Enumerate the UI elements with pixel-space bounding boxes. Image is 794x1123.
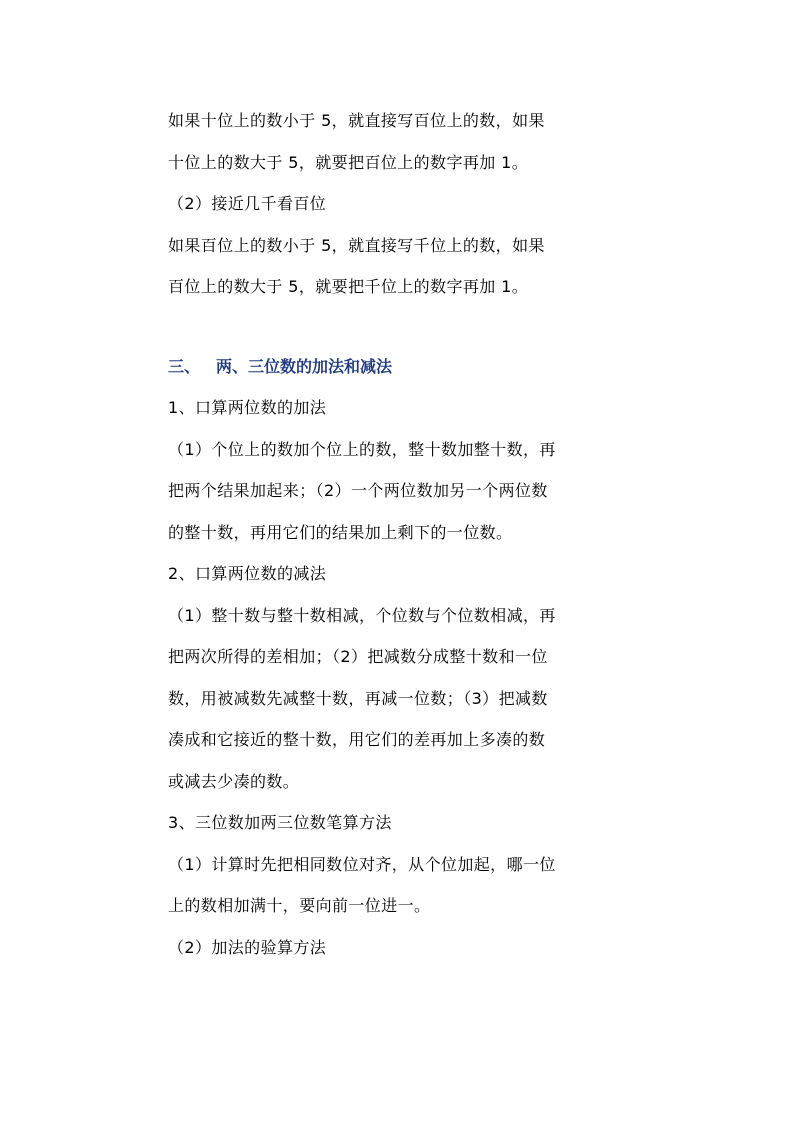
- section-number: 三、: [168, 356, 201, 376]
- sub-item-line: （2）接近几千看百位: [168, 194, 327, 213]
- paragraph-line: （1）整十数与整十数相减，个位数与个位数相减，再: [168, 605, 556, 625]
- section-title: 两、三位数的加法和减法: [216, 356, 393, 376]
- subsection-title: 2、口算两位数的减法: [168, 564, 327, 583]
- paragraph-line: 百位上的数大于 5，就要把千位上的数字再加 1。: [168, 277, 529, 296]
- paragraph-line: （1）计算时先把相同数位对齐，从个位加起，哪一位: [168, 854, 556, 874]
- sub-item-line: （2）加法的验算方法: [168, 937, 327, 957]
- section-spacer: [168, 308, 628, 346]
- paragraph-line: 凑成和它接近的整十数，用它们的差再加上多凑的数: [168, 730, 546, 749]
- section-heading: [168, 346, 628, 388]
- paragraph-line: 把两次所得的差相加；（2）把减数分成整十数和一位: [168, 647, 548, 666]
- paragraph-line: 数，用被减数先减整十数，再减一位数；（3）把减数: [168, 688, 548, 708]
- paragraph-line: （1）个位上的数加个位上的数，整十数加整十数，再: [168, 439, 556, 459]
- paragraph-line: 如果十位上的数小于 5，就直接写百位上的数，如果: [168, 111, 545, 130]
- document-content: [168, 100, 628, 968]
- paragraph-line: 的整十数，再用它们的结果加上剩下的一位数。: [168, 522, 513, 542]
- paragraph-line: 十位上的数大于 5，就要把百位上的数字再加 1。: [168, 152, 529, 172]
- paragraph-line: 如果百位上的数小于 5，就直接写千位上的数，如果: [168, 235, 545, 255]
- subsection-title: 3、三位数加两三位数笔算方法: [168, 813, 392, 832]
- subsection-title: 1、口算两位数的加法: [168, 398, 327, 417]
- paragraph-line: 上的数相加满十，要向前一位进一。: [168, 896, 431, 915]
- paragraph-line: 把两个结果加起来；（2）一个两位数加另一个两位数: [168, 481, 548, 500]
- paragraph-line: 或减去少凑的数。: [168, 771, 300, 791]
